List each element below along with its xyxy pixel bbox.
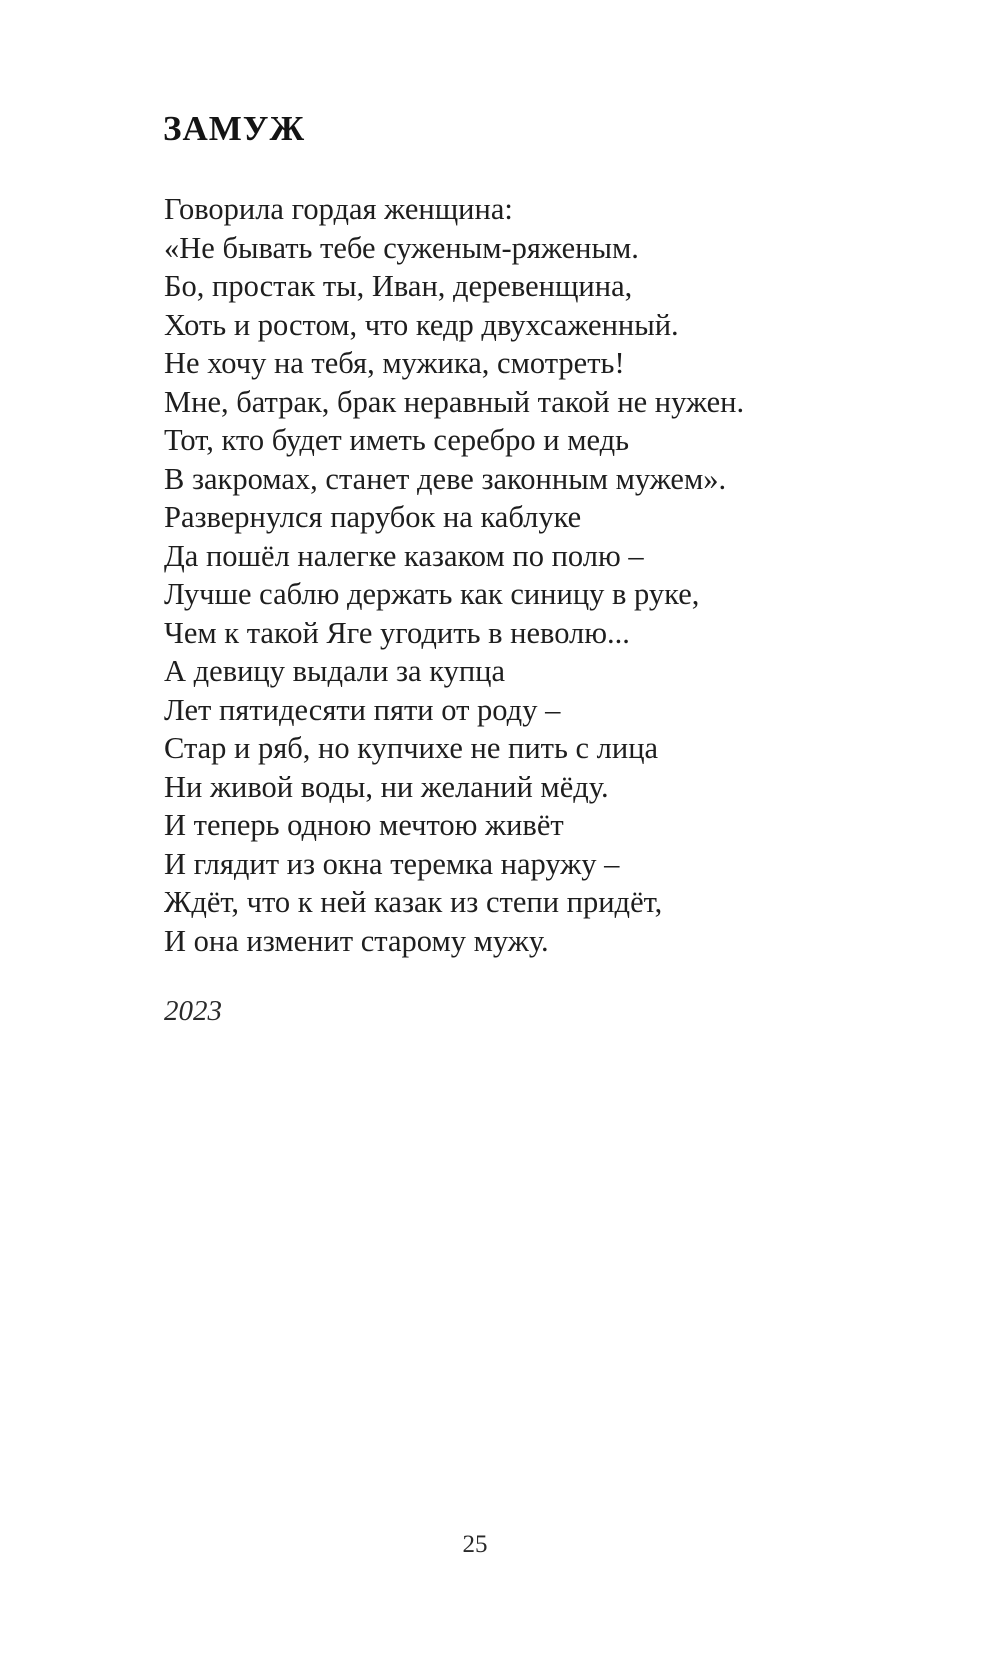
- poem-line: Лет пятидесяти пяти от роду –: [164, 692, 561, 727]
- poem-line: Тот, кто будет иметь серебро и медь: [164, 423, 630, 457]
- poem-line: Лучше саблю держать как синицу в руке,: [164, 577, 700, 611]
- poem-line: И теперь одною мечтою живёт: [164, 808, 564, 842]
- poem-line: Ни живой воды, ни желаний мёду.: [164, 769, 609, 804]
- poem-line: Говорила гордая женщина:: [164, 192, 513, 226]
- poem-line: Стар и ряб, но купчихе не пить с лица: [164, 731, 659, 765]
- poem-line: «Не бывать тебе суженым-ряженым.: [164, 230, 639, 265]
- poem-line: И глядит из окна теремка наружу –: [164, 846, 620, 881]
- poem-line: Ждёт, что к ней казак из степи придёт,: [164, 885, 663, 919]
- poem-title: ЗАМУЖ: [163, 109, 306, 148]
- poem-line: В закромах, станет деве законным мужем».: [164, 461, 727, 496]
- poem-line: Хоть и ростом, что кедр двухсаженный.: [164, 307, 679, 342]
- poem-line: Чем к такой Яге угодить в неволю...: [164, 615, 630, 650]
- poem-line: Да пошёл налегке казаком по полю –: [164, 538, 644, 573]
- poem-line: Развернулся парубок на каблуке: [164, 500, 582, 534]
- poem-line: Не хочу на тебя, мужика, смотреть!: [164, 346, 625, 380]
- poem-line: И она изменит старому мужу.: [164, 923, 549, 958]
- poem-line: А девицу выдали за купца: [164, 654, 506, 688]
- page-number: 25: [462, 1531, 488, 1558]
- poem-line: Бо, простак ты, Иван, деревенщина,: [164, 269, 633, 303]
- poem-line: Мне, батрак, брак неравный такой не нужен.: [164, 384, 745, 419]
- poem-body: [164, 190, 744, 960]
- poem-date: 2023: [164, 995, 222, 1027]
